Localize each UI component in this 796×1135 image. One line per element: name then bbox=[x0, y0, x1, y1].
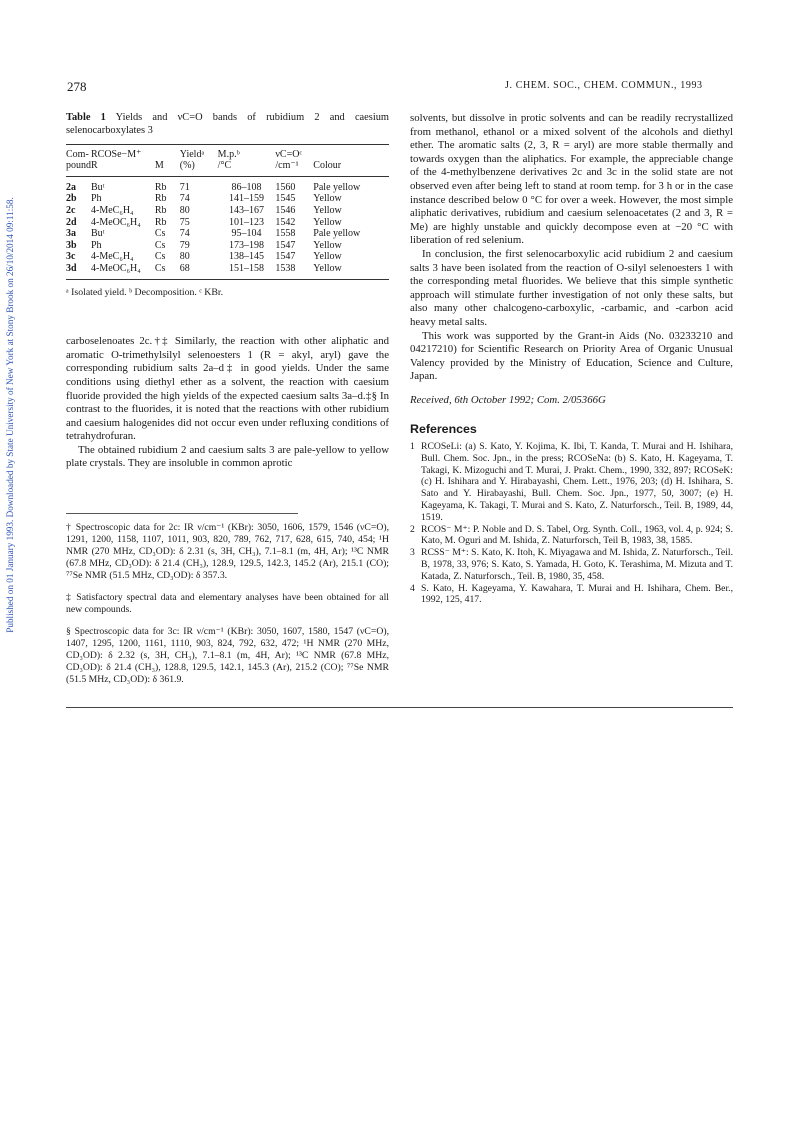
header-cell: (%) bbox=[180, 160, 218, 176]
table-cell: 79 bbox=[179, 239, 190, 251]
reference-number: 1 bbox=[410, 441, 415, 453]
reference-item bbox=[410, 583, 733, 607]
table-cell: 1538 bbox=[275, 263, 313, 279]
header-cell: Yieldᵃ bbox=[180, 144, 218, 160]
table-row bbox=[66, 176, 389, 193]
table-cell: 95–104 bbox=[231, 228, 262, 240]
table-cell: 74 bbox=[179, 193, 190, 205]
table-cell: 1542 bbox=[275, 216, 296, 228]
table-cell: 1558 bbox=[275, 228, 296, 240]
table-footnote: ᵃ Isolated yield. ᵇ Decomposition. ᶜ KBr. bbox=[66, 286, 224, 298]
table-cell: Rb bbox=[154, 204, 167, 216]
yields-table bbox=[66, 144, 389, 280]
table-cell: Cs bbox=[154, 228, 166, 240]
received-line: Received, 6th October 1992; Com. 2/05366G bbox=[410, 393, 606, 406]
table-cell: 173–198 bbox=[229, 239, 265, 251]
left-column bbox=[66, 112, 389, 696]
reference-text: S. Kato, H. Kageyama, Y. Kawahara, T. Murai and H. Ishihara, Chem. Ber., 1992, 125, 417. bbox=[421, 582, 733, 606]
table-cell: Pale yellow bbox=[313, 181, 361, 193]
right-column bbox=[410, 112, 733, 606]
reference-item bbox=[410, 441, 733, 524]
table-cell: 151–158 bbox=[218, 263, 276, 279]
footnote: ‡ Satisfactory spectral data and elementary analyses have been obtained for all new compounds. bbox=[66, 592, 389, 616]
compound-cell: 2b bbox=[66, 193, 77, 205]
reference-number: 4 bbox=[410, 582, 415, 594]
table-cell: 75 bbox=[179, 216, 190, 228]
table-row bbox=[66, 240, 389, 252]
download-watermark bbox=[2, 185, 18, 645]
table-caption bbox=[66, 112, 389, 138]
body-paragraph: carboselenoates 2c.†‡ Similarly, the reaction with other aliphatic and aromatic O-trimethylsilyl selenoesters 1 (R = akyl, aryl) gave the corresponding rubidium salts 2a–d‡ in good yields. Under the same conditions using diethyl ether as a solvent, the reaction with caesium fluoride provided the high yields of the expected caesium salts 3a–d.‡§ In contrast to the fluorides, it is noted that the reactions with other rubidium and caesium halogenides did not occur even under refluxing conditions of tetrahydrofuran. bbox=[66, 335, 389, 443]
reference-item bbox=[410, 547, 733, 582]
table-cell: 4-MeOC₆H₄ bbox=[91, 216, 141, 228]
compound-cell: 3c bbox=[66, 251, 76, 263]
reference-item bbox=[410, 524, 733, 548]
header-cell: /cm⁻¹ bbox=[275, 160, 313, 176]
header-cell: M bbox=[155, 160, 180, 176]
footnote: § Spectroscopic data for 3c: IR ν/cm⁻¹ (KBr): 3050, 1607, 1580, 1547 (νC=O), 1407, 1295, 1200, 1161, 1110, 903, 824, 792, 632, 472; ¹H NMR (270 MHz, CD₃OD): δ 2.32 (s, 3H, CH₃), 7.1–8.1 (m, 4H, Ar); ¹³C NMR (67.8 MHz, CD₃OD): δ 21.4 (CH₃), 128.8, 129.5, 142.1, 145.3 (Ar), 215.2 (CO); ⁷⁷Se NMR (51.5 MHz, CD₃OD): δ 361.9. bbox=[66, 626, 389, 686]
page-number: 278 bbox=[67, 79, 87, 94]
table-cell: 1546 bbox=[275, 204, 296, 216]
download-watermark-text: Published on 01 January 1993. Downloaded by State University of New York at Stony Brook on 26/10/2014 09:11:58. bbox=[5, 197, 15, 633]
table-cell: Buᵗ bbox=[91, 228, 105, 240]
table-cell: Buᵗ bbox=[91, 181, 105, 193]
footnote: † Spectroscopic data for 2c: IR ν/cm⁻¹ (KBr): 3050, 1606, 1579, 1546 (νC=O), 1291, 1200, 1158, 1107, 1011, 903, 820, 789, 762, 717, 628, 615, 740, 454; ¹H NMR (270 MHz, CD₃OD): δ 2.31 (s, 3H, CH₃), 7.1–8.1 (m, 4H, Ar); ¹³C NMR (67.8 MHz, CD₃OD): δ 21.4 (CH₃), 128.9, 129.5, 142.3, 145.2 (Ar), 215.1 (CO); ⁷⁷Se NMR (51.5 MHz, CD₃OD): δ 357.3. bbox=[66, 522, 389, 582]
reference-text: RCOSeLi: (a) S. Kato, Y. Kojima, K. Ibi, T. Kanda, T. Murai and H. Ishihara, Bull. Chem. Soc. Jpn., in the press; RCOSeNa: (b) S. Kato, H. Kageyama, T. Takagi, K. Mizoguchi and T. Murai, J. Prakt. Chem., 1990, 332, 897; RCOSeK: (c) H. Ishihara and Y. Hirabayashi, Chem. Lett., 1976, 203; (d) H. Ishihara, S. Sato and Y. Hirabayashi, Bull. Chem. Soc. Jpn., 1977, 50, 3007; (e) H. Kageyama, K. Takagi, T. Murai and S. Kato, Z. Naturforsch., Teil. B, 1989, 44, 1519. bbox=[421, 441, 733, 523]
compound-cell: 3a bbox=[66, 228, 76, 240]
header-cell: /°C bbox=[218, 160, 276, 176]
body-paragraph: solvents, but dissolve in protic solvents and can be readily recrystallized from methanol, ethanol or a mixed solvent of the alcohols and diethyl ether. The aromatic salts (2, 3, R = aryl) are more stable thermally and towards oxygen than the aliphatics. For example, the appreciable change of the 4-methylbenzene derivatives 2c and 3c in the solid state are not observed even after being left to stand at room temp. for 3 h or in the case instance described below 0 °C for over a week. However, the most simple aliphatic derivatives, rubidium and caesium selenoacetates (2 and 3, R = Me) are highly unstable and quickly decompose even at −20 °C with liberation of red selenium. bbox=[410, 112, 733, 247]
table-cell: Cs bbox=[154, 251, 166, 263]
table-cell: 1560 bbox=[275, 181, 296, 193]
body-paragraph: This work was supported by the Grant-in Aids (No. 03233210 and 04217210) for Scientific Research on Priority Area of Organic Unusual Valency provided by the Ministry of Education, Science and Culture, Japan. bbox=[410, 329, 733, 383]
reference-number: 3 bbox=[410, 547, 415, 559]
table-cell: Cs bbox=[155, 263, 180, 279]
table-cell: Rb bbox=[154, 216, 167, 228]
table-cell: 4-MeC₆H₄ bbox=[91, 251, 134, 263]
table-cell: 101–123 bbox=[229, 216, 265, 228]
compound-cell: 3b bbox=[66, 239, 77, 251]
compound-cell: 3d bbox=[66, 263, 91, 279]
table-cell: 143–167 bbox=[229, 204, 265, 216]
reference-text: RCOS⁻ M⁺: P. Noble and D. S. Tabel, Org. Synth. Coll., 1963, vol. 4, p. 924; S. Kato, M. Oguri and M. Ishida, Z. Naturforsch, Teil B, 1983, 38, 1585. bbox=[421, 523, 733, 547]
table-cell: 4-MeOC₆H₄ bbox=[91, 263, 155, 279]
table-cell: Rb bbox=[154, 181, 167, 193]
table-cell: Yellow bbox=[313, 263, 389, 279]
table-row bbox=[66, 263, 389, 279]
footnote-divider bbox=[66, 513, 298, 514]
header-cell: R bbox=[91, 160, 155, 176]
table-cell: Yellow bbox=[313, 193, 342, 205]
table-cell: 141–159 bbox=[229, 193, 265, 205]
table-cell: Ph bbox=[91, 239, 102, 251]
table-cell: 1547 bbox=[275, 251, 296, 263]
header-cell bbox=[155, 144, 180, 160]
table-row bbox=[66, 228, 389, 240]
table-row bbox=[66, 193, 389, 205]
table-cell: 1545 bbox=[275, 193, 296, 205]
table-cell: 1547 bbox=[275, 239, 296, 251]
table-cell: Yellow bbox=[313, 216, 342, 228]
table-cell: 80 bbox=[179, 251, 190, 263]
compound-cell: 2a bbox=[66, 181, 76, 193]
header-cell: Colour bbox=[313, 160, 389, 176]
body-paragraph: The obtained rubidium 2 and caesium salts 3 are pale-yellow to yellow plate crystals. They are insoluble in common aprotic bbox=[66, 443, 389, 470]
table-cell: 74 bbox=[179, 228, 190, 240]
table-header-row-top bbox=[66, 144, 389, 160]
table-cell: Ph bbox=[91, 193, 102, 205]
table-row bbox=[66, 205, 389, 217]
table-cell: Rb bbox=[154, 193, 167, 205]
page-bottom-rule bbox=[66, 707, 733, 708]
table-cell: Yellow bbox=[313, 239, 342, 251]
table-cell: 86–108 bbox=[231, 181, 262, 193]
body-paragraph: In conclusion, the first selenocarboxylic acid rubidium 2 and caesium salts 3 have been isolated from the reaction of O-silyl selenoesters 1 with the corresponding metal fluorides. We believe that this simple synthetic approach will stimulate further investigation of not only these salts, but also many other chalcogeno-carboxylic, -carbamic, and -carbon acid heavy metal salts. bbox=[410, 247, 733, 328]
table-cell: Yellow bbox=[313, 204, 342, 216]
table-cell: 80 bbox=[179, 204, 190, 216]
header-cell: νC=Oᶜ bbox=[275, 144, 313, 160]
table-cell: 138–145 bbox=[229, 251, 265, 263]
table-row bbox=[66, 251, 389, 263]
table-cell: 4-MeC₆H₄ bbox=[91, 204, 134, 216]
reference-number: 2 bbox=[410, 523, 415, 535]
table-header-row-bottom bbox=[66, 160, 389, 176]
table-caption-text: Yields and νC=O bands of rubidium 2 and caesium selenocarboxylates 3 bbox=[66, 112, 389, 136]
journal-header: J. CHEM. SOC., CHEM. COMMUN., 1993 bbox=[505, 80, 703, 91]
header-cell: pound bbox=[66, 160, 91, 176]
compound-cell: 2c bbox=[66, 204, 76, 216]
reference-text: RCSS⁻ M⁺: S. Kato, K. Itoh, K. Miyagawa and M. Ishida, Z. Naturforsch., Teil. B, 1978, 33, 976; S. Kato, S. Yamada, H. Goto, K. Terashima, M. Mizuta and T. Katada, Z. Naturforsch., Teil. B, 1980, 35, 458. bbox=[421, 547, 733, 582]
table-caption-label: Table 1 bbox=[66, 112, 106, 123]
header-cell bbox=[313, 144, 389, 160]
references-heading: References bbox=[410, 422, 477, 437]
table-cell: 68 bbox=[180, 263, 218, 279]
table-row bbox=[66, 217, 389, 229]
header-cell: Com- bbox=[66, 144, 91, 160]
compound-cell: 2d bbox=[66, 216, 77, 228]
table-cell: Pale yellow bbox=[313, 228, 361, 240]
header-cell: M.p.ᵇ bbox=[218, 144, 276, 160]
table-cell: 71 bbox=[179, 181, 190, 193]
table-cell: Cs bbox=[154, 239, 166, 251]
table-cell: Yellow bbox=[313, 251, 342, 263]
header-cell: RCOSe−M⁺ bbox=[91, 144, 155, 160]
